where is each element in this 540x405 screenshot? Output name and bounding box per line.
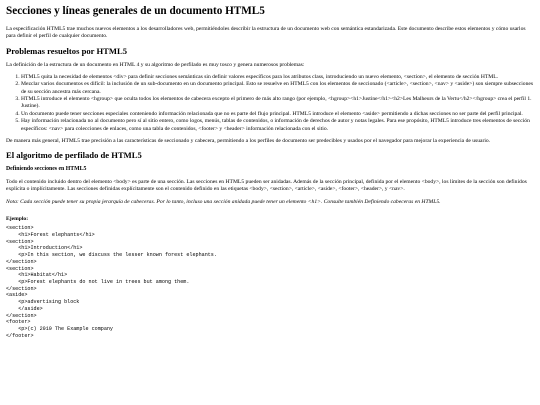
- list-item: 4. Un documento puede tener secciones especiales conteniendo información relacionada que no es parte del flujo principal. HTML5 introduce el elemento <aside> permitiendo a dichas secciones no ser parte del perfil principal.: [21, 111, 534, 118]
- problems-lead: La definición de la estructura de un documento en HTML 4 y su algoritmo de perfilado es muy tosco y genera numerosos problemas:: [6, 61, 305, 68]
- defining-paragraph: Todo el contenido incluido dentro del elemento <body> es parte de una sección. Las secciones en HTML5 pueden ser anidadas. Además de la sección principal, definida por el elemento <body>, los límites de la sección son definidos explícita o implícitamente. Las secciones definidas explícitamente son el contenido definido en las etiquetas <body>, <section>, <article>, <aside>, <footer>, <header>, y <nav>.: [6, 178, 527, 193]
- section-heading-algorithm: El algoritmo de perfilado de HTML5: [6, 150, 142, 161]
- intro-paragraph: La especificación HTML5 trae muchos nuevos elementos a los desarrolladores web, permitiéndoles describir la estructura de un documento web con semántica estandarizada. Este documento describe estos elementos y cómo usarlos para definir el perfil de cualquier documento.: [6, 25, 526, 40]
- problems-list: [6, 74, 534, 133]
- list-item: 5. Hay información relacionada no al documento pero sí al sitio entero, como logos, menús, tablas de contenidos, o información de derechos de autor y notas legales. Para ese propósito, HTML5 introduce tres elementos de sección específicos: <nav> para colecciones de enlaces, como una tabla de contenidos, <footer> y <header> información relacionada con el sitio.: [21, 118, 534, 133]
- list-item: 1. HTML5 quita la necesidad de elementos <div> para definir secciones semánticas sin definir valores específicos para los atributos class, introduciendo un nuevo elemento, <section>, el elemento de sección HTML.: [21, 74, 534, 81]
- page-title: Secciones y líneas generales de un documento HTML5: [6, 5, 265, 17]
- section-heading-problems: Problemas resueltos por HTML5: [6, 45, 128, 56]
- note-paragraph: Nota: Cada sección puede tener su propia jerarquía de cabeceras. Por lo tanto, incluso una sección anidada puede tener un elemento <h1>. Consulte también Definiendo cabeceras en HTML5.: [6, 198, 441, 205]
- subsection-heading-defining: Definiendo secciones en HTML5: [6, 166, 87, 173]
- list-item: 2. Mezclar varios documentos es difícil: la inclusión de un sub-documento en un documento principal. Esto se resuelve en HTML5 con los elementos de seccionado (<article>, <section>, <nav> y <aside>) son siempre subsecciones de su sección ancestra más cercana.: [21, 81, 534, 96]
- example-label: Ejemplo:: [6, 215, 29, 222]
- list-item: 3. HTML5 introduce el elemento <hgroup> que oculta todos los elementos de cabecera excepto el primero de más alto rango (por ejemplo, <hgroup><h1>Justine</h1><h2>Les Malheurs de la Vertu</h2></hgroup> crea el perfil 1. Justine).: [21, 96, 534, 111]
- problems-closing: De manera más general, HTML5 trae precisión a las características de seccionado y cabecera, permitiendo a los perfiles de documento ser predecibles y usados por el navegador para mejorar la experiencia de usuario.: [6, 137, 491, 144]
- code-example: <section> <h1>Forest elephants</h1> <section> <h1>Introduction</h1> <p>In this section, we discuss the lesser known forest elephants. </section> <section> <h1>Habitat</h1> <p>Forest elephants do not live in trees but among them. </section> <aside> <p>advertising block </aside> </section> <footer> <p>(c) 2010 The Example company </footer>: [6, 225, 217, 339]
